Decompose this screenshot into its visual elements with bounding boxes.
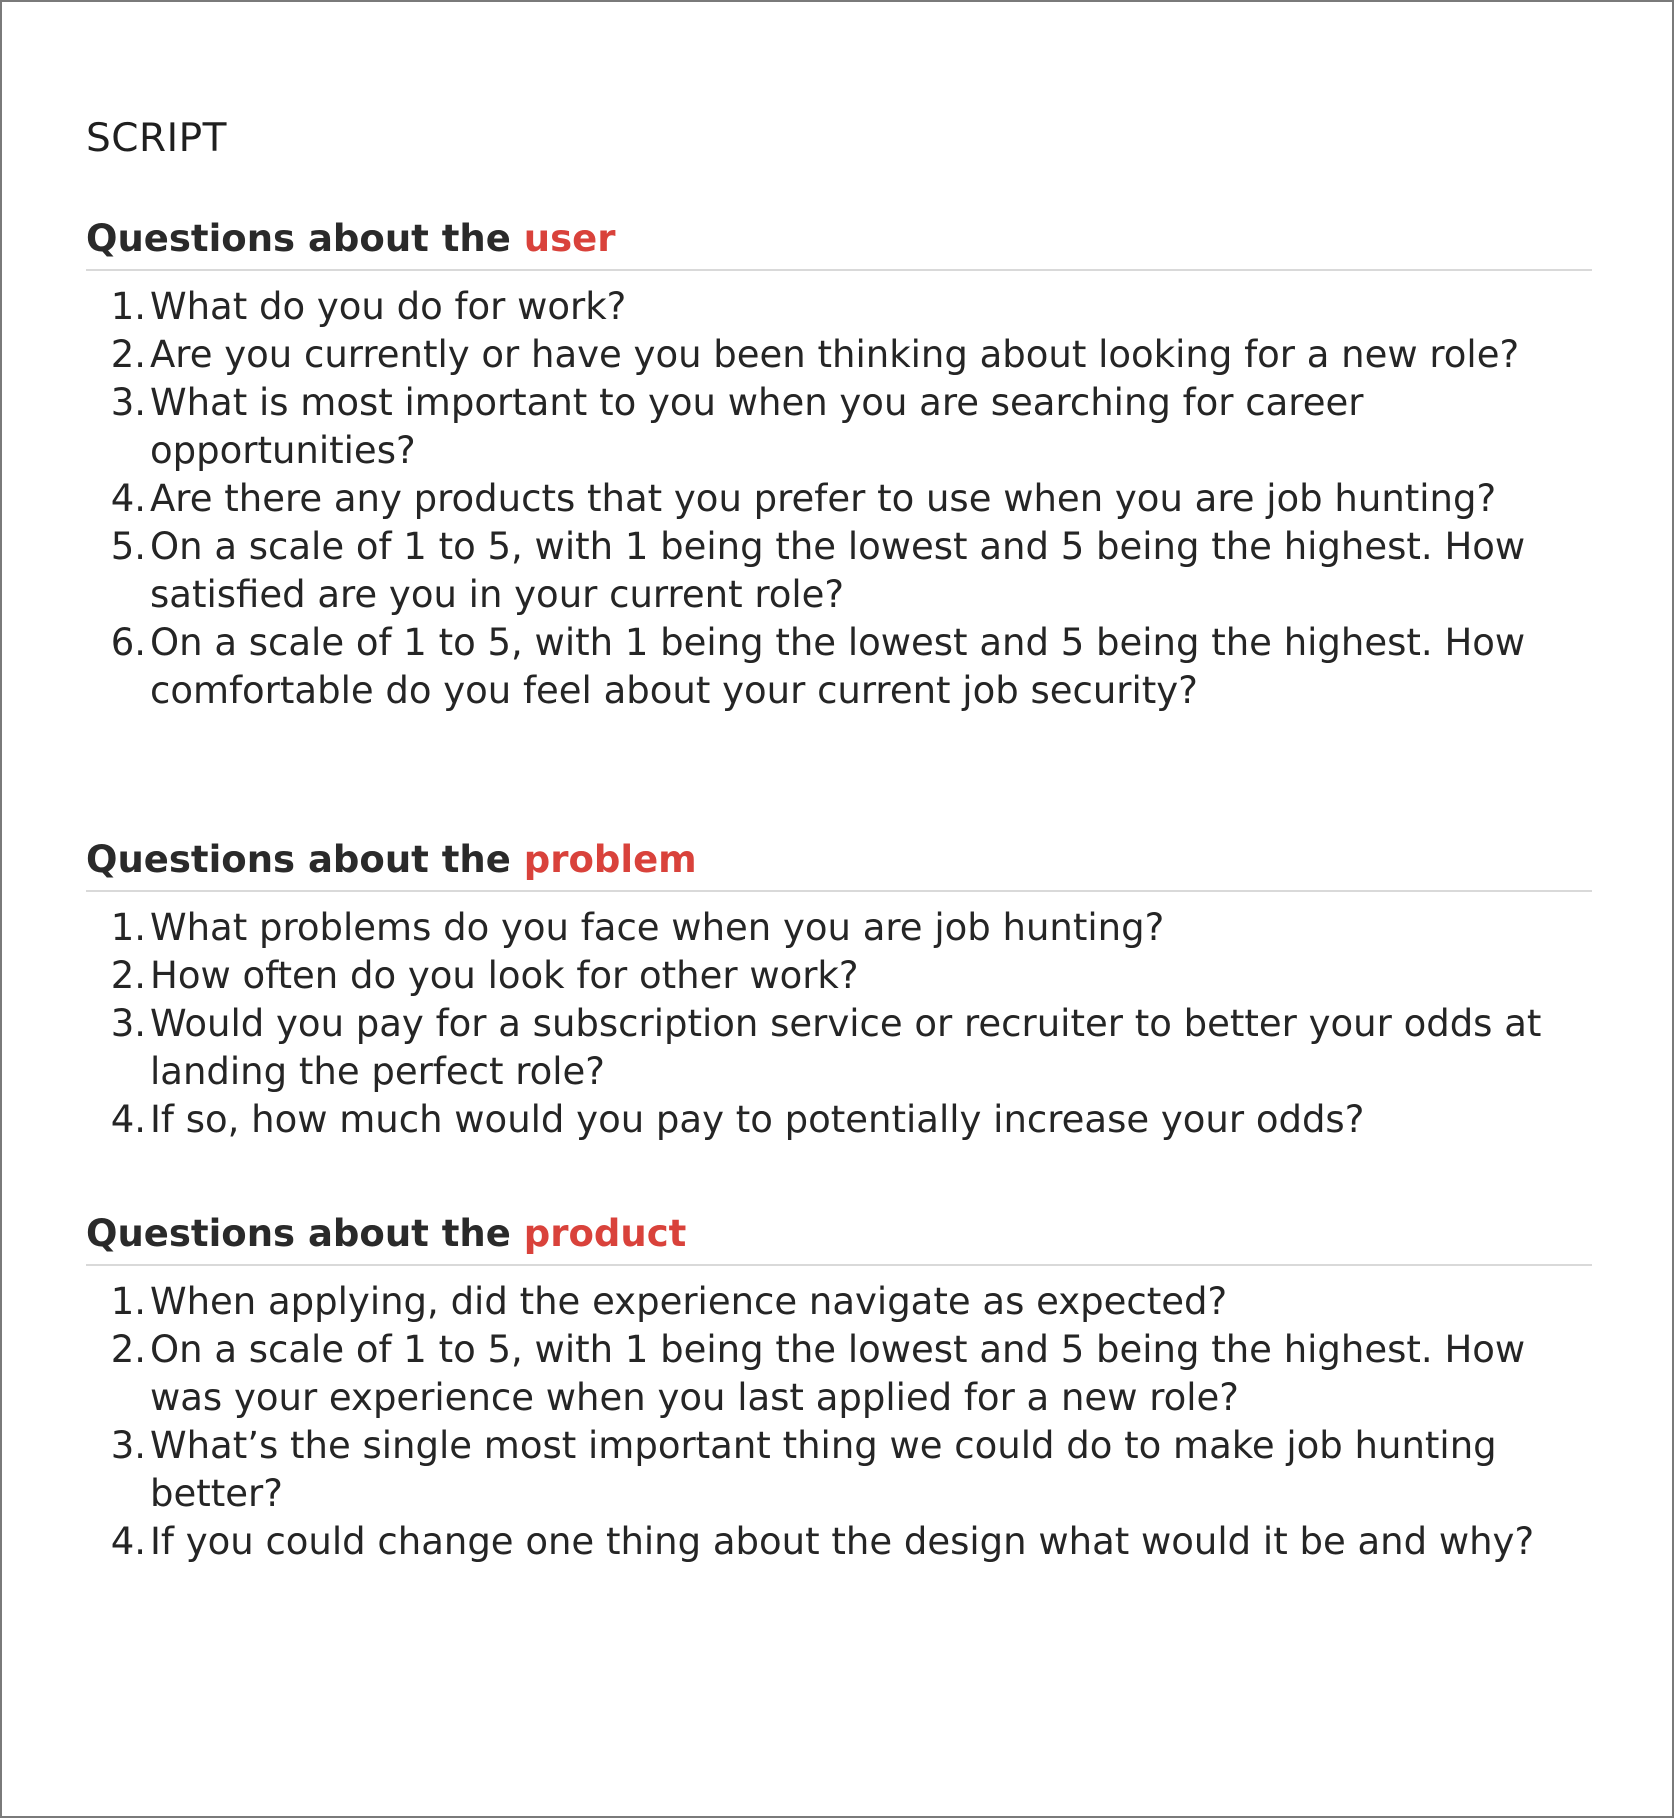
question-list <box>86 1278 1592 1566</box>
question-text: Would you pay for a subscription service or recruiter to better your odds at landing the perfect role? <box>150 1002 1542 1094</box>
question-text: What problems do you face when you are job hunting? <box>150 906 1165 950</box>
heading-prefix: Questions about the <box>86 217 511 260</box>
heading-accent-word: problem <box>523 838 697 881</box>
question-text: On a scale of 1 to 5, with 1 being the lowest and 5 being the highest. How was your experience when you last applied for a new role? <box>150 1328 1526 1420</box>
question-text: What is most important to you when you are searching for career opportunities? <box>150 381 1364 473</box>
question-number: 2. <box>110 333 146 377</box>
question-number: 3. <box>110 1424 146 1468</box>
question-number: 4. <box>110 477 146 521</box>
question-item <box>86 1278 1592 1326</box>
question-item <box>86 379 1592 475</box>
question-item <box>86 1000 1592 1096</box>
section-user-questions <box>86 217 1592 715</box>
question-number: 5. <box>110 525 146 569</box>
heading-accent-word: user <box>523 217 616 260</box>
question-item <box>86 1096 1592 1144</box>
heading-prefix: Questions about the <box>86 838 511 881</box>
question-text: On a scale of 1 to 5, with 1 being the lowest and 5 being the highest. How comfortable do you feel about your current job security? <box>150 621 1526 713</box>
document-title: SCRIPT <box>86 116 227 161</box>
question-list <box>86 904 1592 1144</box>
question-item <box>86 331 1592 379</box>
question-list <box>86 283 1592 715</box>
question-text: Are there any products that you prefer to use when you are job hunting? <box>150 477 1497 521</box>
question-number: 3. <box>110 381 146 425</box>
question-item <box>86 1518 1592 1566</box>
question-number: 1. <box>110 1280 146 1324</box>
question-text: What’s the single most important thing we could do to make job hunting better? <box>150 1424 1497 1516</box>
question-number: 1. <box>110 906 146 950</box>
question-number: 2. <box>110 1328 146 1372</box>
question-number: 3. <box>110 1002 146 1046</box>
section-heading <box>86 217 1592 271</box>
question-text: How often do you look for other work? <box>150 954 859 998</box>
question-item <box>86 523 1592 619</box>
question-item <box>86 283 1592 331</box>
heading-prefix: Questions about the <box>86 1212 511 1255</box>
question-text: If you could change one thing about the design what would it be and why? <box>150 1520 1535 1564</box>
section-product-questions <box>86 1212 1592 1566</box>
question-number: 4. <box>110 1520 146 1564</box>
question-number: 1. <box>110 285 146 329</box>
question-number: 6. <box>110 621 146 665</box>
section-problem-questions <box>86 838 1592 1144</box>
question-text: What do you do for work? <box>150 285 627 329</box>
question-text: When applying, did the experience navigate as expected? <box>150 1280 1228 1324</box>
section-heading <box>86 1212 1592 1266</box>
heading-accent-word: product <box>523 1212 687 1255</box>
question-item <box>86 1422 1592 1518</box>
question-item <box>86 904 1592 952</box>
section-heading <box>86 838 1592 892</box>
question-item <box>86 475 1592 523</box>
question-item <box>86 619 1592 715</box>
question-item <box>86 952 1592 1000</box>
question-number: 4. <box>110 1098 146 1142</box>
question-text: If so, how much would you pay to potentially increase your odds? <box>150 1098 1365 1142</box>
question-item <box>86 1326 1592 1422</box>
question-text: On a scale of 1 to 5, with 1 being the lowest and 5 being the highest. How satisfied are you in your current role? <box>150 525 1526 617</box>
question-number: 2. <box>110 954 146 998</box>
question-text: Are you currently or have you been thinking about looking for a new role? <box>150 333 1520 377</box>
